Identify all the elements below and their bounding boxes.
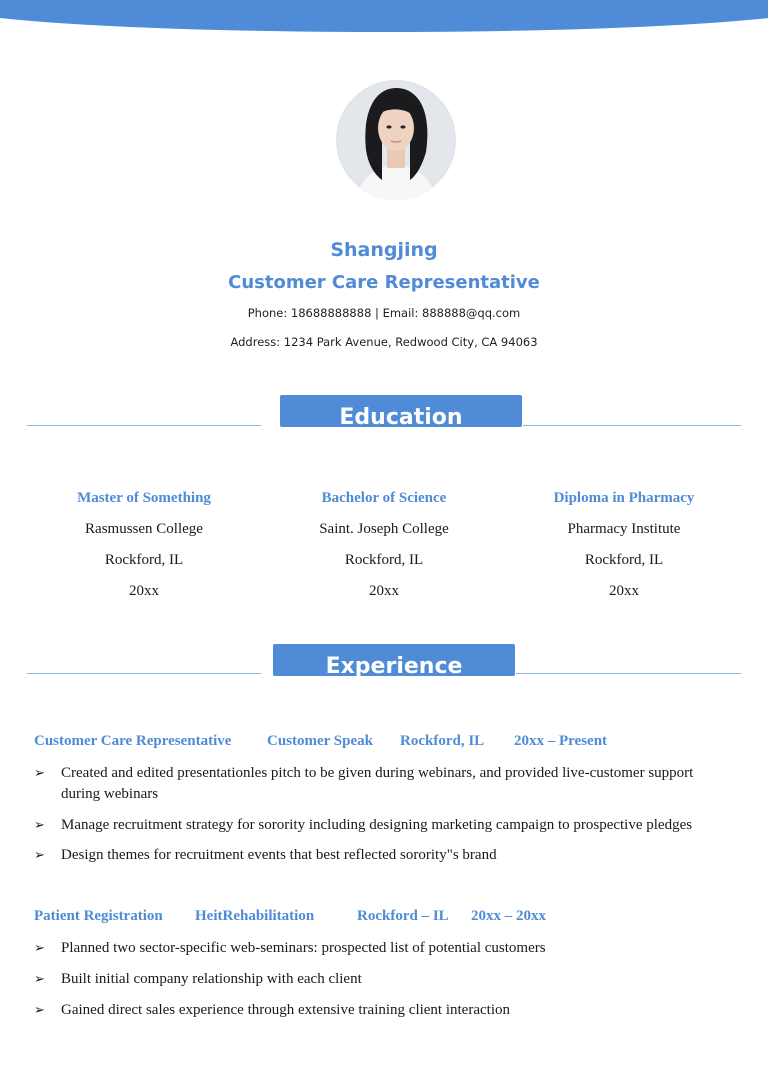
education-item — [504, 488, 744, 612]
experience-heading: Experience — [325, 654, 463, 676]
profile-photo — [336, 80, 456, 200]
education-location: Rockford, IL — [584, 552, 664, 568]
job-role: Patient Registration — [34, 908, 163, 924]
experience-rule-left — [27, 673, 261, 674]
arrow-bullet-icon: ➢ — [34, 848, 45, 863]
education-location: Rockford, IL — [344, 552, 424, 568]
job-dates: 20xx – 20xx — [471, 908, 546, 924]
job-bullet-text: Gained direct sales experience through extensive training client interaction — [61, 1002, 510, 1018]
job-bullet — [34, 969, 734, 990]
education-degree: Bachelor of Science — [321, 490, 447, 506]
experience-rule-right — [516, 673, 741, 674]
education-year: 20xx — [369, 583, 399, 599]
portrait-image — [336, 80, 456, 200]
education-degree: Diploma in Pharmacy — [553, 490, 695, 506]
education-school: Rasmussen College — [85, 521, 203, 537]
job-location: Rockford, IL — [400, 733, 485, 749]
job-bullet — [34, 815, 734, 836]
job-company: HeitRehabilitation — [195, 908, 315, 924]
job-bullet — [34, 938, 734, 959]
job-location: Rockford – IL — [357, 908, 449, 924]
job-bullet-text: Built initial company relationship with each client — [61, 971, 362, 987]
job-bullet — [34, 845, 734, 866]
arrow-bullet-icon: ➢ — [34, 766, 45, 781]
education-school: Saint. Joseph College — [319, 521, 449, 537]
education-degree: Master of Something — [77, 490, 211, 506]
candidate-name: Shangjing — [330, 239, 438, 261]
education-rule-left — [27, 425, 261, 426]
education-year: 20xx — [129, 583, 159, 599]
education-rule-right — [523, 425, 741, 426]
job-company: Customer Speak — [267, 733, 373, 749]
header-band — [0, 0, 768, 32]
job-bullet-text: Planned two sector-specific web-seminars: prospected list of potential customers — [61, 940, 546, 956]
education-item — [264, 488, 504, 612]
experience-heading-box — [273, 644, 515, 676]
job-bullet — [34, 763, 734, 805]
job-dates: 20xx – Present — [514, 733, 608, 749]
job-bullet-text: Created and edited presentationles pitch to be given during webinars, and provided live-customer support during webinars — [61, 765, 694, 802]
education-heading-box — [280, 395, 522, 427]
education-school: Pharmacy Institute — [567, 521, 681, 537]
contact-line: Phone: 18688888888 | Email: 888888@qq.com — [247, 306, 521, 320]
arrow-bullet-icon: ➢ — [34, 972, 45, 987]
education-location: Rockford, IL — [104, 552, 184, 568]
job-bullet — [34, 1000, 734, 1021]
job-bullet-text: Design themes for recruitment events that best reflected sorority"s brand — [61, 847, 497, 863]
arrow-bullet-icon: ➢ — [34, 818, 45, 833]
education-year: 20xx — [609, 583, 639, 599]
education-heading: Education — [339, 405, 463, 427]
candidate-title: Customer Care Representative — [228, 272, 540, 293]
arrow-bullet-icon: ➢ — [34, 941, 45, 956]
education-item — [24, 488, 264, 612]
address-line: Address: 1234 Park Avenue, Redwood City, CA 94063 — [230, 335, 538, 349]
job-role: Customer Care Representative — [34, 733, 232, 749]
job-bullet-text: Manage recruitment strategy for sorority including designing marketing campaign to prospective pledges — [61, 817, 693, 833]
arrow-bullet-icon: ➢ — [34, 1003, 45, 1018]
